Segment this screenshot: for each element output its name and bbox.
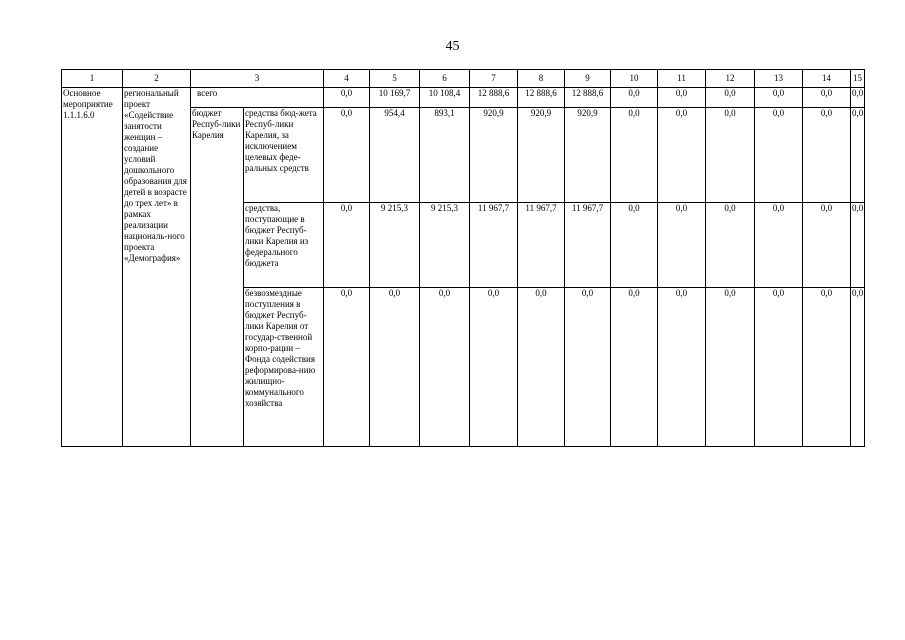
header-cell: 6 bbox=[420, 70, 470, 88]
value-cell: 0,0 bbox=[755, 88, 803, 108]
value-cell: 0,0 bbox=[803, 108, 851, 203]
value-cell: 893,1 bbox=[420, 108, 470, 203]
header-cell: 13 bbox=[755, 70, 803, 88]
value-cell: 0,0 bbox=[324, 288, 370, 447]
header-cell: 12 bbox=[706, 70, 755, 88]
value-cell: 0,0 bbox=[611, 108, 658, 203]
value-cell: 0,0 bbox=[324, 203, 370, 288]
value-cell: 11 967,7 bbox=[565, 203, 611, 288]
header-cell: 3 bbox=[191, 70, 324, 88]
value-cell: 0,0 bbox=[470, 288, 518, 447]
value-cell: 0,0 bbox=[755, 108, 803, 203]
header-cell: 15 bbox=[851, 70, 865, 88]
value-cell: 11 967,7 bbox=[518, 203, 565, 288]
value-cell: 0,0 bbox=[658, 88, 706, 108]
value-cell: 0,0 bbox=[565, 288, 611, 447]
source-label-cell: средства бюд-жета Респуб-лики Карелия, за исключением целевых феде-ральных средств bbox=[244, 108, 324, 203]
value-cell: 12 888,6 bbox=[518, 88, 565, 108]
header-cell: 5 bbox=[370, 70, 420, 88]
value-cell: 9 215,3 bbox=[420, 203, 470, 288]
value-cell: 954,4 bbox=[370, 108, 420, 203]
value-cell: 0,0 bbox=[755, 288, 803, 447]
value-cell: 0,0 bbox=[611, 203, 658, 288]
table-row bbox=[62, 88, 865, 108]
value-cell: 0,0 bbox=[706, 203, 755, 288]
value-cell: 0,0 bbox=[851, 203, 865, 288]
value-cell: 0,0 bbox=[518, 288, 565, 447]
project-name-cell: региональный проект «Содействие занятости женщин – создание условий дошкольного образования для детей в возрасте до трех лет» в рамках реализации националь-ного проекта «Демография» bbox=[123, 88, 191, 447]
value-cell: 0,0 bbox=[706, 108, 755, 203]
value-cell: 0,0 bbox=[370, 288, 420, 447]
value-cell: 10 108,4 bbox=[420, 88, 470, 108]
budget-label-cell: бюджет Респуб-лики Карелия bbox=[191, 108, 244, 447]
value-cell: 0,0 bbox=[658, 108, 706, 203]
budget-table bbox=[61, 69, 865, 447]
value-cell: 9 215,3 bbox=[370, 203, 420, 288]
value-cell: 10 169,7 bbox=[370, 88, 420, 108]
value-cell: 0,0 bbox=[803, 288, 851, 447]
header-cell: 1 bbox=[62, 70, 123, 88]
header-cell: 14 bbox=[803, 70, 851, 88]
total-label-cell: всего bbox=[191, 88, 324, 108]
value-cell: 920,9 bbox=[470, 108, 518, 203]
value-cell: 12 888,6 bbox=[470, 88, 518, 108]
value-cell: 12 888,6 bbox=[565, 88, 611, 108]
value-cell: 920,9 bbox=[518, 108, 565, 203]
source-label-cell: средства, поступающие в бюджет Респуб-лики Карелия из федерального бюджета bbox=[244, 203, 324, 288]
header-cell: 4 bbox=[324, 70, 370, 88]
value-cell: 0,0 bbox=[803, 203, 851, 288]
value-cell: 0,0 bbox=[851, 88, 865, 108]
value-cell: 0,0 bbox=[706, 88, 755, 108]
value-cell: 0,0 bbox=[706, 288, 755, 447]
value-cell: 0,0 bbox=[658, 203, 706, 288]
value-cell: 0,0 bbox=[611, 288, 658, 447]
value-cell: 0,0 bbox=[420, 288, 470, 447]
page-number: 45 bbox=[445, 39, 460, 54]
value-cell: 0,0 bbox=[851, 288, 865, 447]
value-cell: 0,0 bbox=[611, 88, 658, 108]
value-cell: 0,0 bbox=[803, 88, 851, 108]
value-cell: 920,9 bbox=[565, 108, 611, 203]
header-cell: 11 bbox=[658, 70, 706, 88]
value-cell: 11 967,7 bbox=[470, 203, 518, 288]
value-cell: 0,0 bbox=[851, 108, 865, 203]
header-cell: 7 bbox=[470, 70, 518, 88]
value-cell: 0,0 bbox=[755, 203, 803, 288]
table-header-row bbox=[62, 70, 865, 88]
value-cell: 0,0 bbox=[324, 108, 370, 203]
activity-name-cell: Основное мероприятие 1.1.1.6.0 bbox=[62, 88, 123, 447]
header-cell: 9 bbox=[565, 70, 611, 88]
header-cell: 8 bbox=[518, 70, 565, 88]
value-cell: 0,0 bbox=[658, 288, 706, 447]
header-cell: 10 bbox=[611, 70, 658, 88]
source-label-cell: безвозмездные поступления в бюджет Респуб-лики Карелия от государ-ственной корпо-рации – Фонда содействия реформирова-нию жилищно-коммунального хозяйства bbox=[244, 288, 324, 447]
value-cell: 0,0 bbox=[324, 88, 370, 108]
header-cell: 2 bbox=[123, 70, 191, 88]
